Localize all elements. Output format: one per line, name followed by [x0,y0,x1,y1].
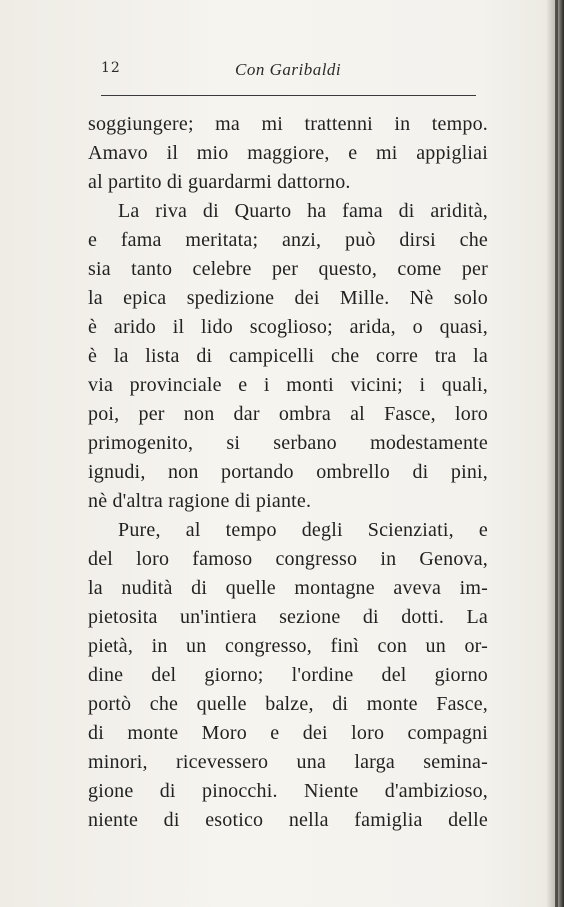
text-line: primogenito, si serbano modestamente [88,432,488,454]
text-line: Pure, al tempo degli Scienziati, e [118,519,488,541]
text-line: nè d'altra ragione di piante. [88,490,312,512]
text-line: di monte Moro e dei loro compagni [88,722,488,744]
header-rule [101,95,476,96]
text-line: è arido il lido scoglioso; arida, o quasi, [88,316,488,338]
text-line: al partito di guardarmi dattorno. [88,171,351,193]
text-line: minori, ricevessero una larga semina- [88,751,488,773]
running-title: Con Garibaldi [235,60,342,79]
page-header [101,60,481,86]
text-line: La riva di Quarto ha fama di aridità, [118,200,488,222]
text-line: Amavo il mio maggiore, e mi appigliai [88,142,488,164]
text-line: via provinciale e i monti vicini; i quali, [88,374,488,396]
body-text [88,110,488,835]
text-line: niente di esotico nella famiglia delle [88,809,488,831]
text-line: del loro famoso congresso in Genova, [88,548,488,570]
text-line: pietà, in un congresso, finì con un or- [88,635,488,657]
text-line: ignudi, non portando ombrello di pini, [88,461,488,483]
page-number: 12 [101,60,121,76]
text-line: è la lista di campicelli che corre tra la [88,345,488,367]
text-line: gione di pinocchi. Niente d'ambizioso, [88,780,488,802]
text-line: soggiungere; ma mi trattenni in tempo. [88,113,488,135]
text-line: sia tanto celebre per questo, come per [88,258,488,280]
text-line: poi, per non dar ombra al Fasce, loro [88,403,488,425]
text-line: pietosita un'intiera sezione di dotti. La [88,606,488,628]
text-line: la epica spedizione dei Mille. Nè solo [88,287,488,309]
text-line: la nudità di quelle montagne aveva im- [88,577,488,599]
text-line: e fama meritata; anzi, può dirsi che [88,229,488,251]
text-line: portò che quelle balze, di monte Fasce, [88,693,488,715]
text-line: dine del giorno; l'ordine del giorno [88,664,488,686]
spine-edge [555,0,558,907]
